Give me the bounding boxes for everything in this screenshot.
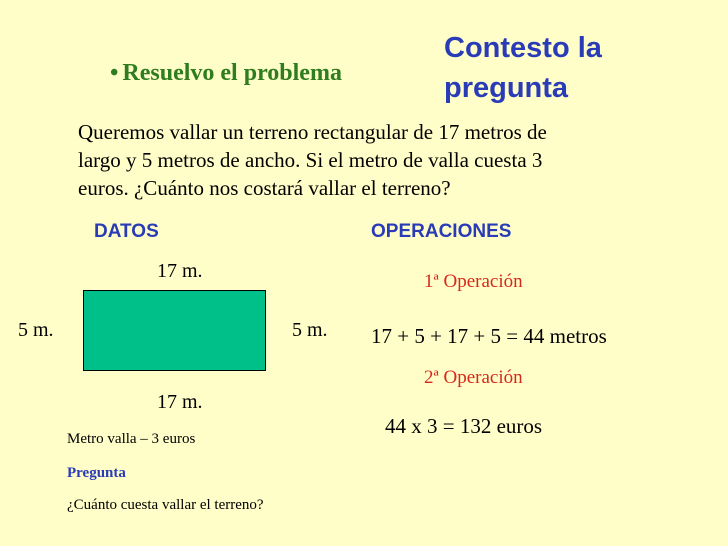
problem-line-1: Queremos vallar un terreno rectangular de 17 metros de: [78, 120, 547, 144]
datos-heading: DATOS: [94, 221, 159, 242]
top-length-label: 17 m.: [157, 260, 203, 282]
problem-line-3: euros. ¿Cuánto nos costará vallar el terreno?: [78, 176, 451, 200]
operaciones-heading: OPERACIONES: [371, 221, 512, 242]
terrain-rectangle: [83, 290, 266, 371]
left-width-label: 5 m.: [18, 319, 54, 341]
section-title-text: Resuelvo el problema: [122, 60, 342, 86]
bottom-length-label: 17 m.: [157, 391, 203, 413]
section-title-contesto: [444, 28, 602, 108]
bullet-marker: •: [110, 60, 119, 86]
problem-statement: [78, 118, 638, 202]
section-title-resuelvo: [110, 60, 342, 87]
right-width-label: 5 m.: [292, 319, 328, 341]
question-text: ¿Cuánto cuesta vallar el terreno?: [67, 497, 264, 513]
price-note: Metro valla – 3 euros: [67, 431, 196, 447]
operation-1-equation: 17 + 5 + 17 + 5 = 44 metros: [371, 324, 607, 348]
question-heading: Pregunta: [67, 465, 126, 481]
answer-title-line1: Contesto la: [444, 32, 602, 64]
answer-title-line2: pregunta: [444, 72, 569, 104]
operation-1-label: 1ª Operación: [424, 271, 523, 292]
problem-line-2: largo y 5 metros de ancho. Si el metro de valla cuesta 3: [78, 148, 543, 172]
operation-2-equation: 44 x 3 = 132 euros: [385, 414, 543, 438]
operation-2-label: 2ª Operación: [424, 367, 523, 388]
